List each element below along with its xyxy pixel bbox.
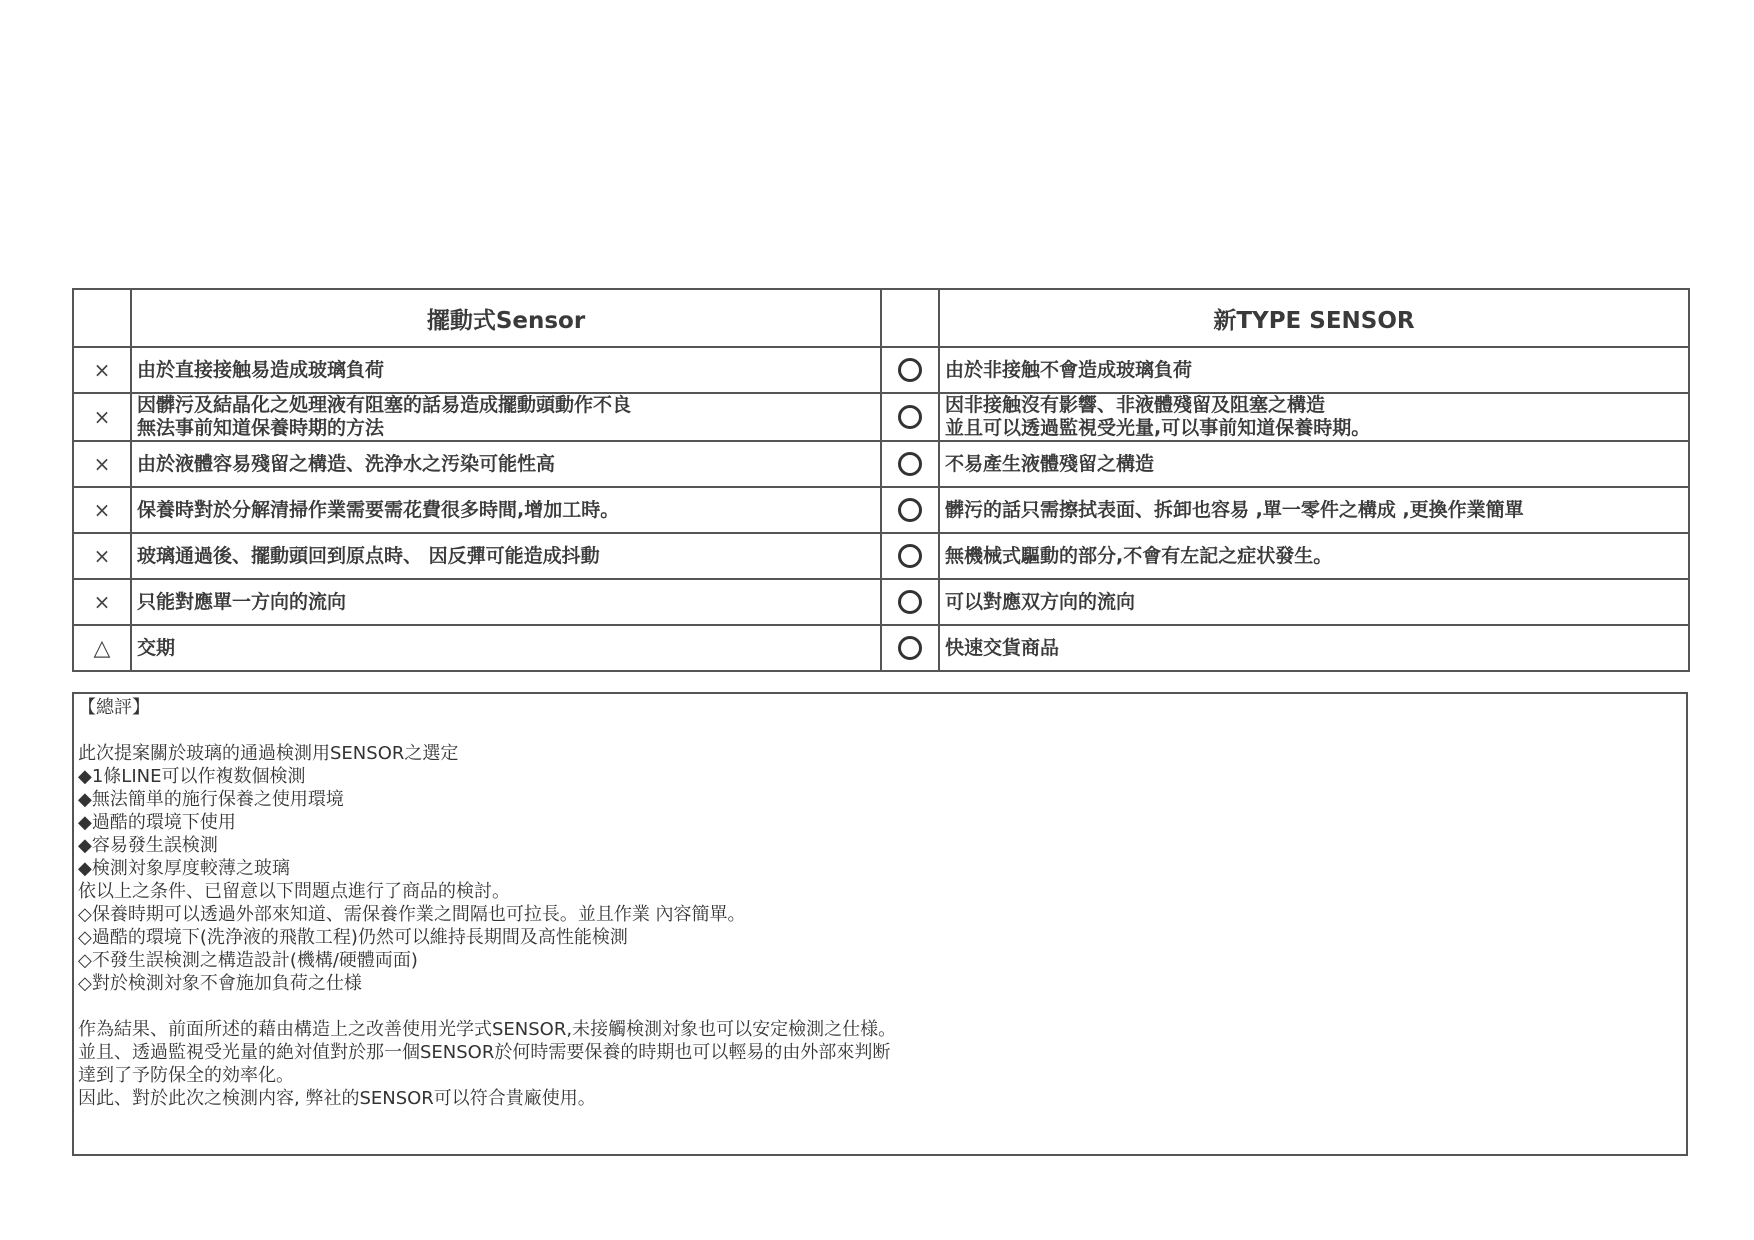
summary-line: ◆1條LINE可以作複数個検測 [78, 766, 306, 787]
summary-line: 因此、對於此次之検測内容, 弊社的SENSOR可以符合貴廠使用。 [78, 1088, 596, 1109]
circle-mark-cell [881, 347, 939, 393]
left-description-cell [131, 393, 881, 441]
left-description-cell [131, 579, 881, 625]
summary-line: ◇保養時期可以透過外部來知道、需保養作業之間隔也可拉長。並且作業 內容簡單。 [78, 904, 746, 925]
circle-mark-cell [881, 625, 939, 671]
summary-line: ◆検測対象厚度較薄之玻璃 [78, 858, 290, 879]
right-description-cell [939, 579, 1689, 625]
circle-mark-cell [881, 533, 939, 579]
summary-line [78, 995, 1682, 1018]
right-description-cell [939, 533, 1689, 579]
right-description-line: 快速交貨商品 [945, 636, 1060, 659]
cross-mark-icon: × [73, 441, 131, 487]
right-description-line: 髒污的話只需擦拭表面、拆卸也容易 ,單一零件之構成 ,更換作業簡單 [945, 498, 1524, 521]
left-description-cell [131, 347, 881, 393]
summary-line [78, 719, 1682, 742]
table-row [73, 533, 1689, 579]
table-row [73, 625, 1689, 671]
circle-mark-icon [898, 544, 922, 568]
summary-line: ◆過酷的環境下使用 [78, 812, 236, 833]
left-description-line: 只能對應單一方向的流向 [137, 590, 347, 613]
left-description-cell [131, 625, 881, 671]
right-description-cell [939, 487, 1689, 533]
summary-text [78, 696, 1682, 1110]
cross-mark-icon: × [73, 487, 131, 533]
summary-line: ◇過酷的環境下(洗浄液的飛散工程)仍然可以維持長期間及高性能検測 [78, 927, 628, 948]
right-description-line: 可以對應双方向的流向 [945, 590, 1136, 613]
summary-line: ◇對於検測対象不會施加負荷之仕様 [78, 973, 362, 994]
left-description-line: 玻璃通過後、擺動頭回到原点時、 因反彈可能造成抖動 [137, 544, 600, 567]
left-description-line: 因髒污及結晶化之処理液有阻塞的話易造成擺動頭動作不良 [137, 394, 632, 416]
triangle-mark-icon: △ [73, 625, 131, 671]
table-header-row [73, 289, 1689, 347]
circle-mark-icon [898, 636, 922, 660]
table-row [73, 347, 1689, 393]
left-description-line: 由於直接接触易造成玻璃負荷 [137, 358, 385, 381]
left-description-cell [131, 441, 881, 487]
right-description-cell [939, 347, 1689, 393]
summary-line: 達到了予防保全的効率化。 [78, 1065, 294, 1086]
summary-box [72, 692, 1688, 1156]
table-row [73, 393, 1689, 441]
summary-line: ◆容易發生誤検測 [78, 835, 218, 856]
summary-line: ◇不發生誤検測之構造設計(機構/硬體両面) [78, 950, 418, 971]
circle-mark-icon [898, 358, 922, 382]
left-description-cell [131, 487, 881, 533]
summary-line: 依以上之条件、已留意以下問題点進行了商品的検討。 [78, 881, 510, 902]
circle-mark-cell [881, 441, 939, 487]
left-description-line: 由於液體容易殘留之構造、洗浄水之汚染可能性高 [137, 452, 556, 475]
right-description-cell [939, 625, 1689, 671]
circle-mark-icon [898, 452, 922, 476]
circle-mark-cell [881, 579, 939, 625]
circle-mark-icon [898, 405, 922, 429]
cross-mark-icon: × [73, 533, 131, 579]
table-row [73, 579, 1689, 625]
summary-line: 【總評】 [78, 697, 150, 718]
cross-mark-icon: × [73, 347, 131, 393]
cross-mark-icon: × [73, 393, 131, 441]
right-description-line: 不易產生液體殘留之構造 [945, 452, 1155, 475]
right-description-line: 無機械式驅動的部分,不會有左記之症状發生。 [945, 544, 1333, 567]
right-description-line: 並且可以透過監視受光量,可以事前知道保養時期。 [945, 417, 1371, 439]
summary-line: 並且、透過監視受光量的絶対值對於那一個SENSOR於何時需要保養的時期也可以輕易的由外部來判断 [78, 1042, 891, 1063]
circle-mark-cell [881, 393, 939, 441]
summary-line: 作為結果、前面所述的藉由構造上之改善使用光学式SENSOR,未接觸検測対象也可以安定檢測之仕様。 [78, 1019, 897, 1040]
right-description-line: 由於非接触不會造成玻璃負荷 [945, 358, 1193, 381]
circle-mark-cell [881, 487, 939, 533]
circle-mark-icon [898, 590, 922, 614]
circle-mark-icon [898, 498, 922, 522]
table-row [73, 441, 1689, 487]
left-description-line: 保養時對於分解清掃作業需要需花費很多時間,增加工時。 [137, 498, 620, 521]
left-description-line: 交期 [137, 636, 176, 659]
header-right-mark-cell [881, 289, 939, 347]
table-row [73, 487, 1689, 533]
right-description-cell [939, 441, 1689, 487]
left-description-line: 無法事前知道保養時期的方法 [137, 417, 385, 439]
left-column-header: 擺動式Sensor [131, 289, 881, 347]
right-column-header: 新TYPE SENSOR [939, 289, 1689, 347]
summary-line: ◆無法簡単的施行保養之使用環境 [78, 789, 344, 810]
right-description-cell [939, 393, 1689, 441]
header-left-mark-cell [73, 289, 131, 347]
summary-line: 此次提案關於玻璃的通過検測用SENSOR之選定 [78, 743, 459, 764]
left-description-cell [131, 533, 881, 579]
comparison-table [72, 288, 1690, 672]
right-description-line: 因非接触沒有影響、非液體殘留及阻塞之構造 [945, 394, 1326, 416]
cross-mark-icon: × [73, 579, 131, 625]
